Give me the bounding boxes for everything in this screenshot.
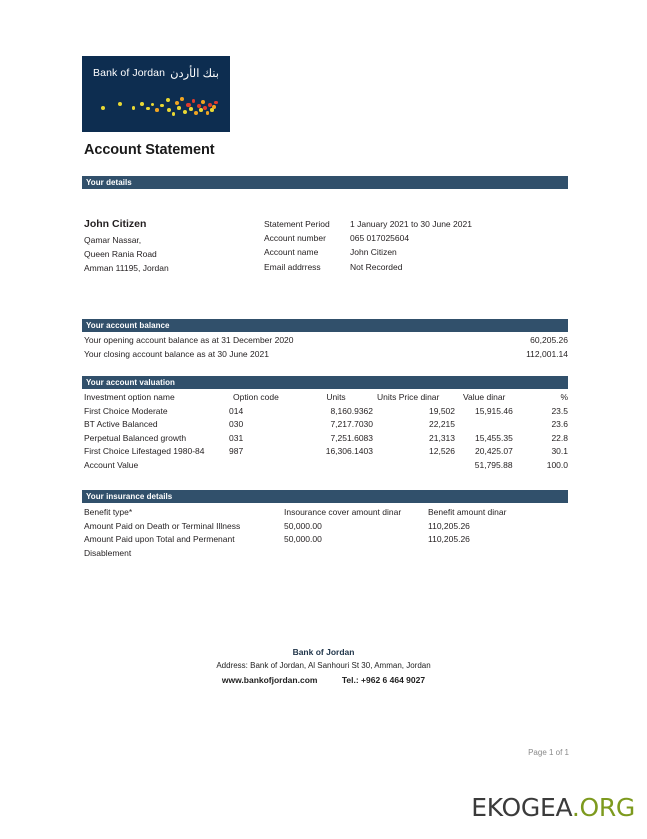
field-label: Email addrress [264, 261, 321, 272]
field-value: 1 January 2021 to 30 June 2021 [350, 219, 472, 229]
cell-name: Account Value [84, 459, 139, 470]
balance-label: Your opening account balance as at 31 December 2020 [84, 335, 294, 345]
balance-label: Your closing account balance as at 30 June 2021 [84, 348, 269, 359]
cell-value: 20,425.07 [475, 446, 513, 457]
cell-cover-amount: 50,000.00 [284, 534, 322, 545]
cell-price [377, 459, 467, 473]
cell-units: 7,217.7030 [330, 419, 373, 430]
balance-amount: 112,001.14 [526, 348, 568, 359]
insurance-details-table [84, 506, 568, 560]
cell-name: First Choice Lifestaged 1980-84 [84, 446, 205, 457]
column-header-cover-amount: Insourance cover amount dinar [284, 507, 402, 517]
column-header-benefit-amount: Benefit amount dinar [428, 507, 507, 517]
field-label: Account number [264, 233, 326, 244]
column-header-name: Investment option name [84, 392, 175, 402]
logo-wordmark [82, 66, 230, 80]
table-row [84, 520, 568, 534]
section-header-valuation: Your account valuation [82, 376, 568, 389]
table-row [84, 547, 568, 561]
bank-logo [82, 56, 230, 132]
balance-row-opening [84, 334, 568, 348]
table-header-row [84, 506, 568, 520]
section-header-insurance: Your insurance details [82, 490, 568, 503]
cell-value: 15,455.35 [475, 432, 513, 443]
account-balance-block [84, 334, 568, 361]
cell-units: 16,306.1403 [325, 446, 373, 457]
footer-address: Address: Bank of Jordan, Al Sanhouri St 30, Amman, Jordan [216, 661, 431, 670]
logo-arabic-name: بنك الأردن [170, 68, 219, 80]
cell-benefit-amount: 110,205.26 [428, 520, 470, 531]
field-label: Account name [264, 247, 319, 258]
cell-price: 21,313 [429, 432, 455, 443]
cell-percent: 22.8 [551, 432, 568, 443]
cell-price: 22,215 [429, 419, 455, 430]
column-header-units: Units [326, 392, 346, 402]
cell-benefit-amount [428, 547, 568, 561]
field-value: John Citizen [350, 247, 397, 258]
cell-price: 19,502 [429, 405, 455, 416]
table-row [84, 432, 568, 446]
address-line-2: Queen Rania Road [84, 249, 157, 260]
balance-row-closing [84, 348, 568, 362]
cell-value: 15,915.46 [475, 405, 513, 416]
cell-code: 014 [229, 405, 244, 416]
field-email-address [264, 260, 570, 274]
cell-name: First Choice Moderate [84, 405, 168, 416]
page-number: Page 1 of 1 [528, 748, 569, 757]
footer-bank-name: Bank of Jordan [292, 647, 355, 657]
logo-latin-name: Bank of Jordan [93, 67, 166, 79]
cell-price: 12,526 [429, 446, 455, 457]
table-row [84, 533, 568, 547]
watermark [471, 793, 635, 822]
field-statement-period [264, 217, 570, 231]
page-footer [0, 645, 647, 687]
footer-contact [0, 673, 647, 687]
cell-cover-amount [284, 547, 428, 561]
address-line-1: Qamar Nassar, [84, 235, 142, 245]
cell-benefit-type: Amount Paid on Death or Terminal Illness [84, 520, 241, 531]
column-header-percent: % [560, 392, 568, 402]
cell-percent: 30.1 [551, 446, 568, 457]
footer-telephone: Tel.: +962 6 464 9027 [341, 675, 426, 685]
table-header-row [84, 391, 568, 405]
column-header-benefit-type: Benefit type* [84, 507, 133, 517]
cell-code: 987 [229, 446, 244, 457]
cell-cover-amount: 50,000.00 [284, 520, 322, 531]
field-value: 065 017025604 [350, 233, 410, 244]
cell-percent: 23.5 [551, 405, 568, 416]
footer-website[interactable]: www.bankofjordan.com [221, 675, 318, 685]
table-row [84, 445, 568, 459]
address-line-3: Amman 11195, Jordan [84, 263, 169, 274]
watermark-name: EKOGEA [471, 793, 572, 822]
cell-code: 031 [229, 432, 244, 443]
table-row [84, 418, 568, 432]
cell-units: 7,251.6083 [330, 432, 373, 443]
cell-name: Perpetual Balanced growth [84, 432, 187, 443]
table-row [84, 405, 568, 419]
cell-value: 51,795.88 [474, 459, 513, 470]
customer-name: John Citizen [84, 218, 147, 230]
table-row-total [84, 459, 568, 473]
logo-dots-graphic [82, 86, 230, 132]
account-valuation-table [84, 391, 568, 473]
field-value: Not Recorded [350, 261, 403, 272]
account-fields [264, 217, 570, 276]
cell-value [467, 418, 547, 432]
cell-code: 030 [229, 419, 244, 430]
column-header-value: Value dinar [463, 392, 506, 402]
field-account-name [264, 245, 570, 259]
cell-percent: 100.0 [546, 459, 568, 470]
page-title: Account Statement [84, 142, 215, 158]
cell-benefit-amount: 110,205.26 [428, 534, 470, 545]
customer-address [84, 217, 264, 276]
section-header-balance: Your account balance [82, 319, 568, 332]
cell-units [291, 459, 377, 473]
cell-benefit-type: Amount Paid upon Total and Permenant [84, 534, 235, 545]
cell-units: 8,160.9362 [330, 405, 373, 416]
column-header-price: Units Price dinar [377, 392, 440, 402]
cell-percent: 23.6 [551, 419, 568, 430]
cell-code [229, 459, 291, 473]
field-account-number [264, 231, 570, 245]
cell-name: BT Active Balanced [84, 419, 158, 430]
cell-benefit-type: Disablement [84, 547, 132, 558]
field-label: Statement Period [264, 219, 330, 229]
balance-amount: 60,205.26 [530, 335, 568, 345]
section-header-details: Your details [82, 176, 568, 189]
watermark-domain: .ORG [571, 793, 635, 822]
column-header-code: Option code [233, 392, 279, 402]
customer-details-block [84, 217, 570, 276]
